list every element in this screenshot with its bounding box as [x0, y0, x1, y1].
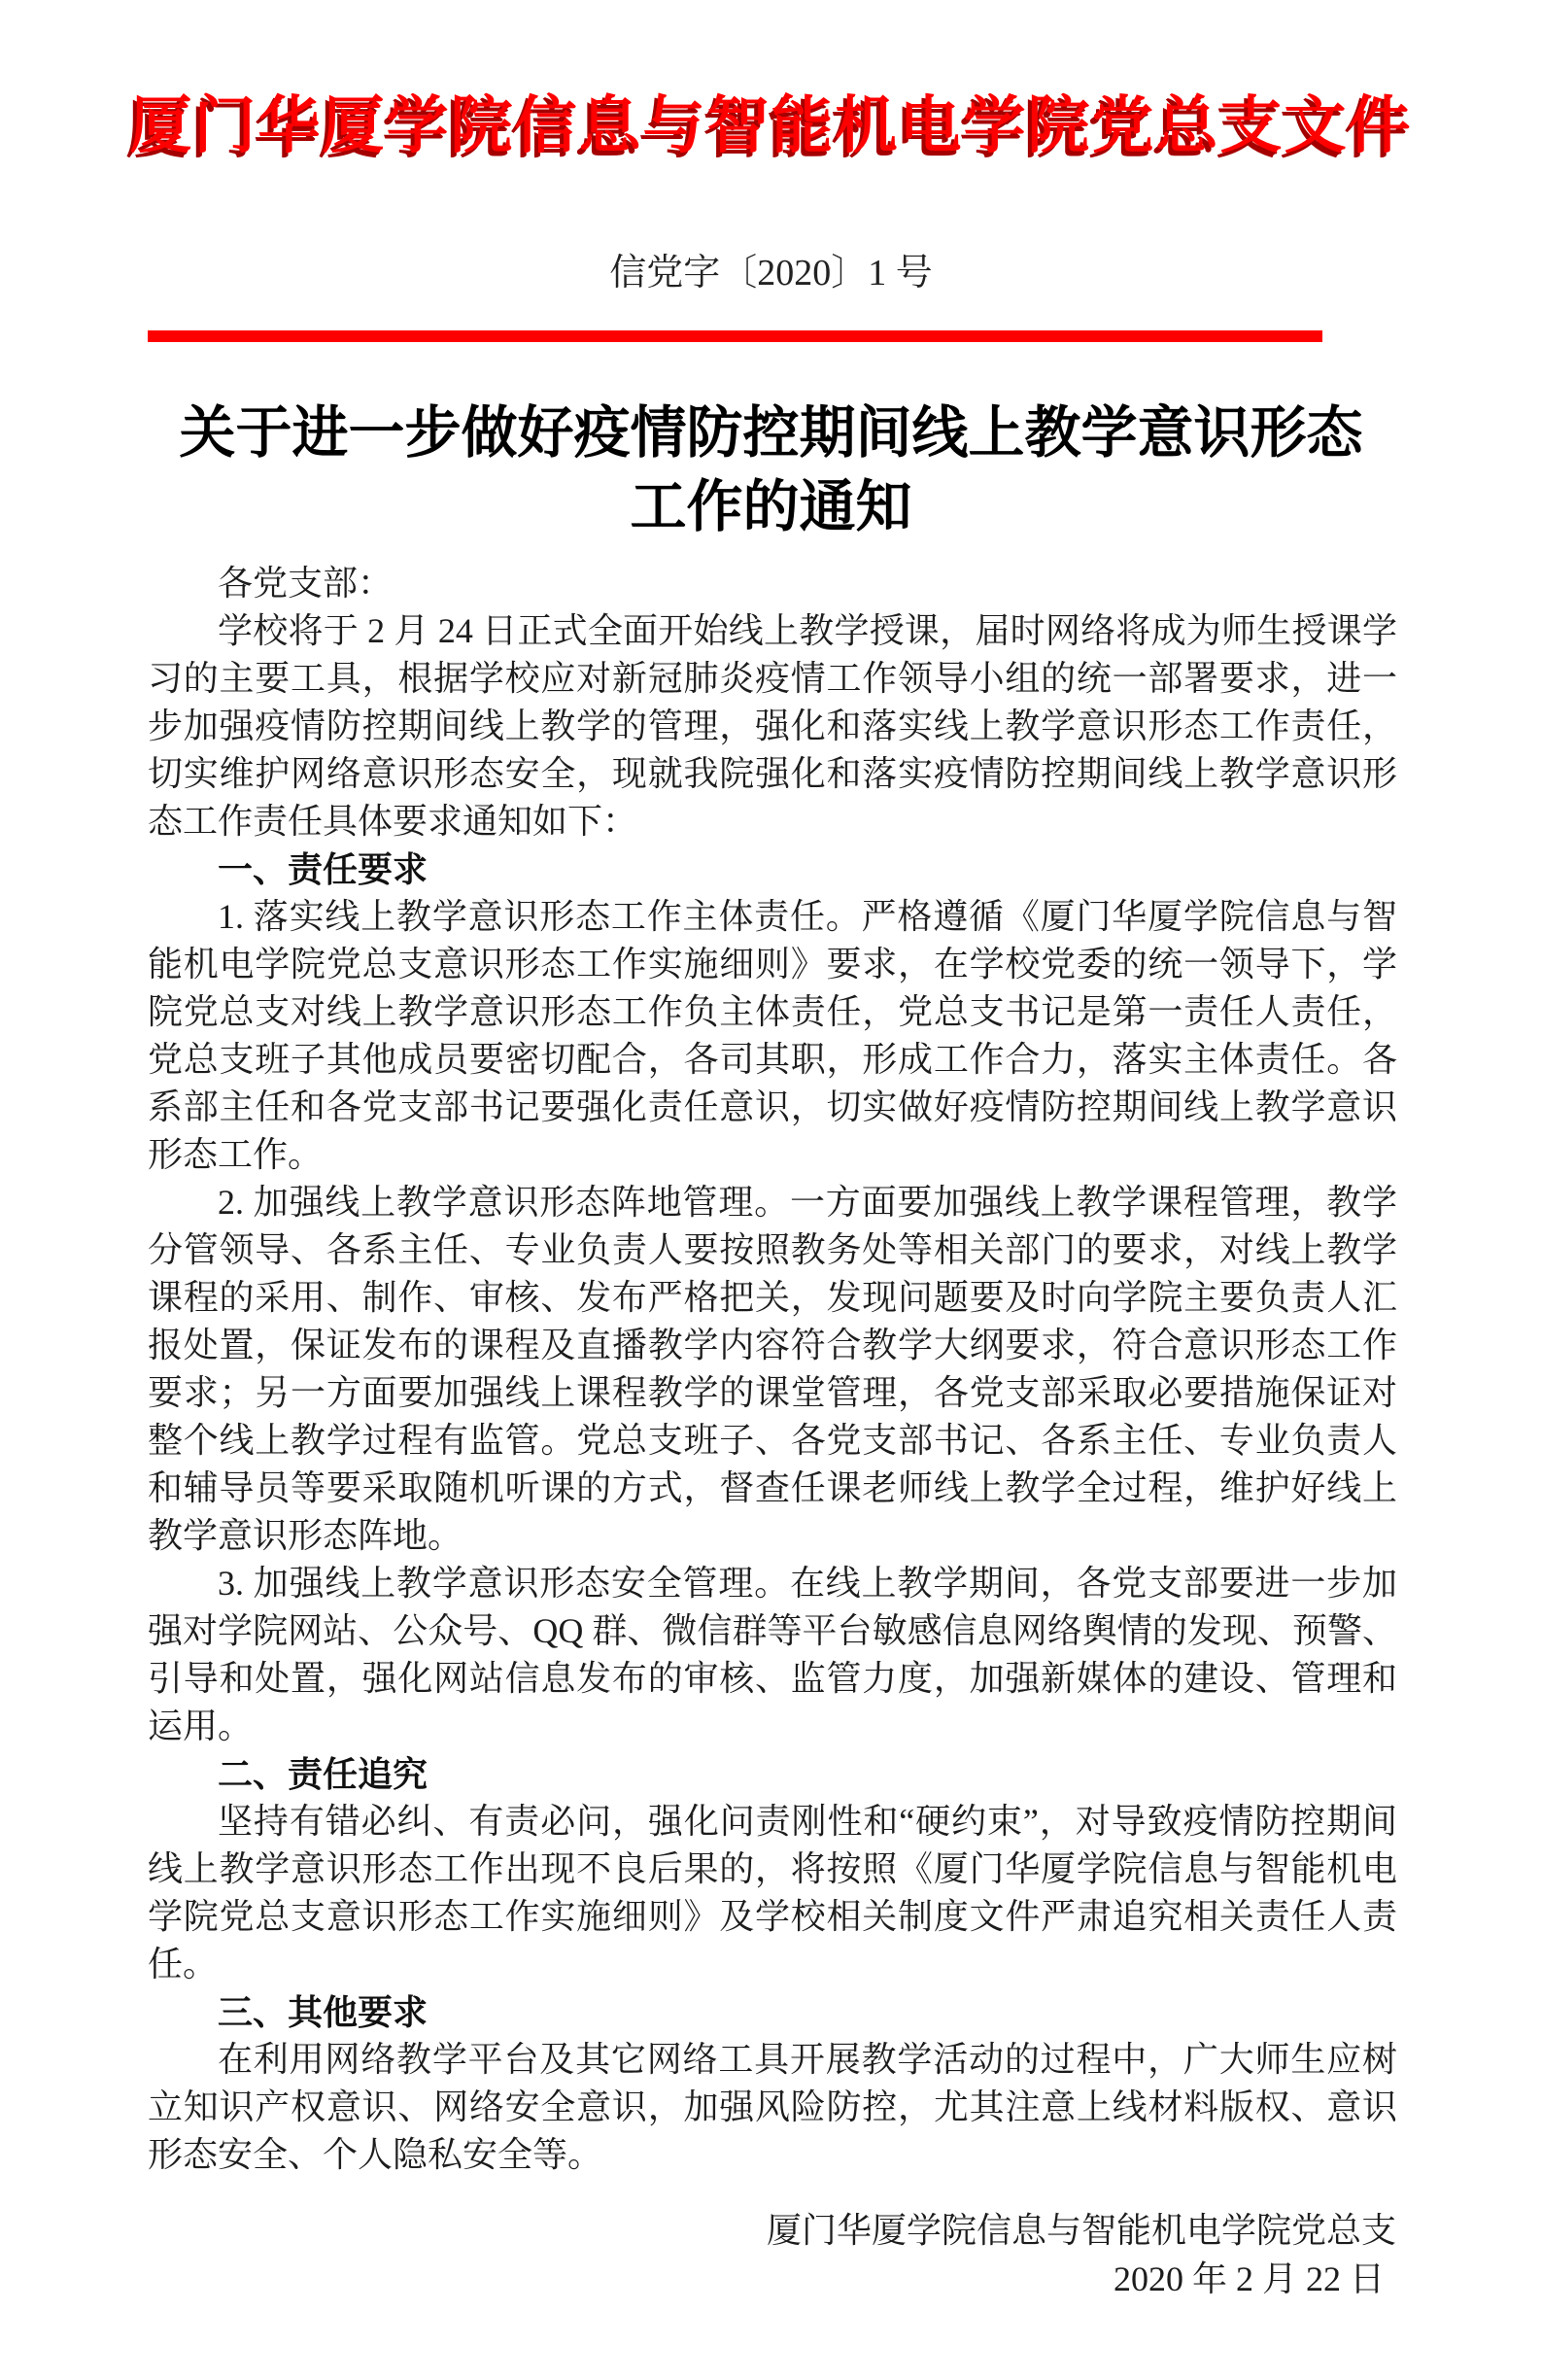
signature-org: 厦门华厦学院信息与智能机电学院党总支 — [766, 2211, 1396, 2250]
intro-paragraph: 学校将于 2 月 24 日正式全面开始线上教学授课，届时网络将成为师生授课学习的主要工具，根据学校应对新冠肺炎疫情工作领导小组的统一部署要求，进一步加强疫情防控期间线上教学的管理，强化和落实线上教学意识形态工作责任，切实维护网络意识形态安全，现就我院强化和落实疫情防控期间线上教学意识形态工作责任具体要求通知如下： — [148, 611, 1397, 841]
salutation: 各党支部： — [218, 564, 394, 603]
signature-date: 2020 年 2 月 22 日 — [1113, 2259, 1385, 2298]
section-1-paragraph-3: 3. 加强线上教学意识形态安全管理。在线上教学期间，各党支部要进一步加强对学院网站、公众号、QQ 群、微信群等平台敏感信息网络舆情的发现、预警、引导和处置，强化网站信息发布的审核、监管力度，加强新媒体的建设、管理和运用。 — [148, 1564, 1397, 1745]
section-1-paragraph-2: 2. 加强线上教学意识形态阵地管理。一方面要加强线上教学课程管理，教学分管领导、各系主任、专业负责人要按照教务处等相关部门的要求，对线上教学课程的采用、制作、审核、发布严格把关，发现问题要及时向学院主要负责人汇报处置，保证发布的课程及直播教学内容符合教学大纲要求，符合意识形态工作要求；另一方面要加强线上课程教学的课堂管理，各党支部采取必要措施保证对整个线上教学过程有监管。党总支班子、各党支部书记、各系主任、专业负责人和辅导员等要采取随机听课的方式，督查任课老师线上教学全过程，维护好线上教学意识形态阵地。 — [148, 1183, 1397, 1555]
doc-number: 信党字〔2020〕1 号 — [609, 253, 933, 293]
section-1-heading: 一、责任要求 — [218, 849, 428, 889]
section-3-heading: 三、其他要求 — [218, 1992, 428, 2032]
red-divider-line — [148, 330, 1322, 342]
section-2-heading: 二、责任追究 — [218, 1754, 428, 1794]
section-1-paragraph-1: 1. 落实线上教学意识形态工作主体责任。严格遵循《厦门华厦学院信息与智能机电学院党总支意识形态工作实施细则》要求，在学校党委的统一领导下，学院党总支对线上教学意识形态工作负主体责任，党总支书记是第一责任人责任，党总支班子其他成员要密切配合，各司其职，形成工作合力，落实主体责任。各系部主任和各党支部书记要强化责任意识，切实做好疫情防控期间线上教学意识形态工作。 — [148, 897, 1397, 1174]
section-3-paragraph-1: 在利用网络教学平台及其它网络工具开展教学活动的过程中，广大师生应树立知识产权意识、网络安全意识，加强风险防控，尤其注意上线材料版权、意识形态安全、个人隐私安全等。 — [148, 2040, 1397, 2174]
doc-body — [0, 560, 1542, 2179]
doc-title — [0, 397, 1542, 544]
signature-block — [0, 2206, 1542, 2303]
doc-title-line-1: 关于进一步做好疫情防控期间线上教学意识形态 — [179, 401, 1363, 465]
doc-title-line-2: 工作的通知 — [630, 475, 912, 538]
section-2-paragraph-1: 坚持有错必纠、有责必问，强化问责刚性和“硬约束”，对导致疫情防控期间线上教学意识形态工作出现不良后果的，将按照《厦门华厦学院信息与智能机电学院党总支意识形态工作实施细则》及学校相关制度文件严肃追究相关责任人责任。 — [148, 1802, 1397, 1983]
letterhead-title: 厦门华厦学院信息与智能机电学院党总支文件 — [129, 91, 1413, 160]
